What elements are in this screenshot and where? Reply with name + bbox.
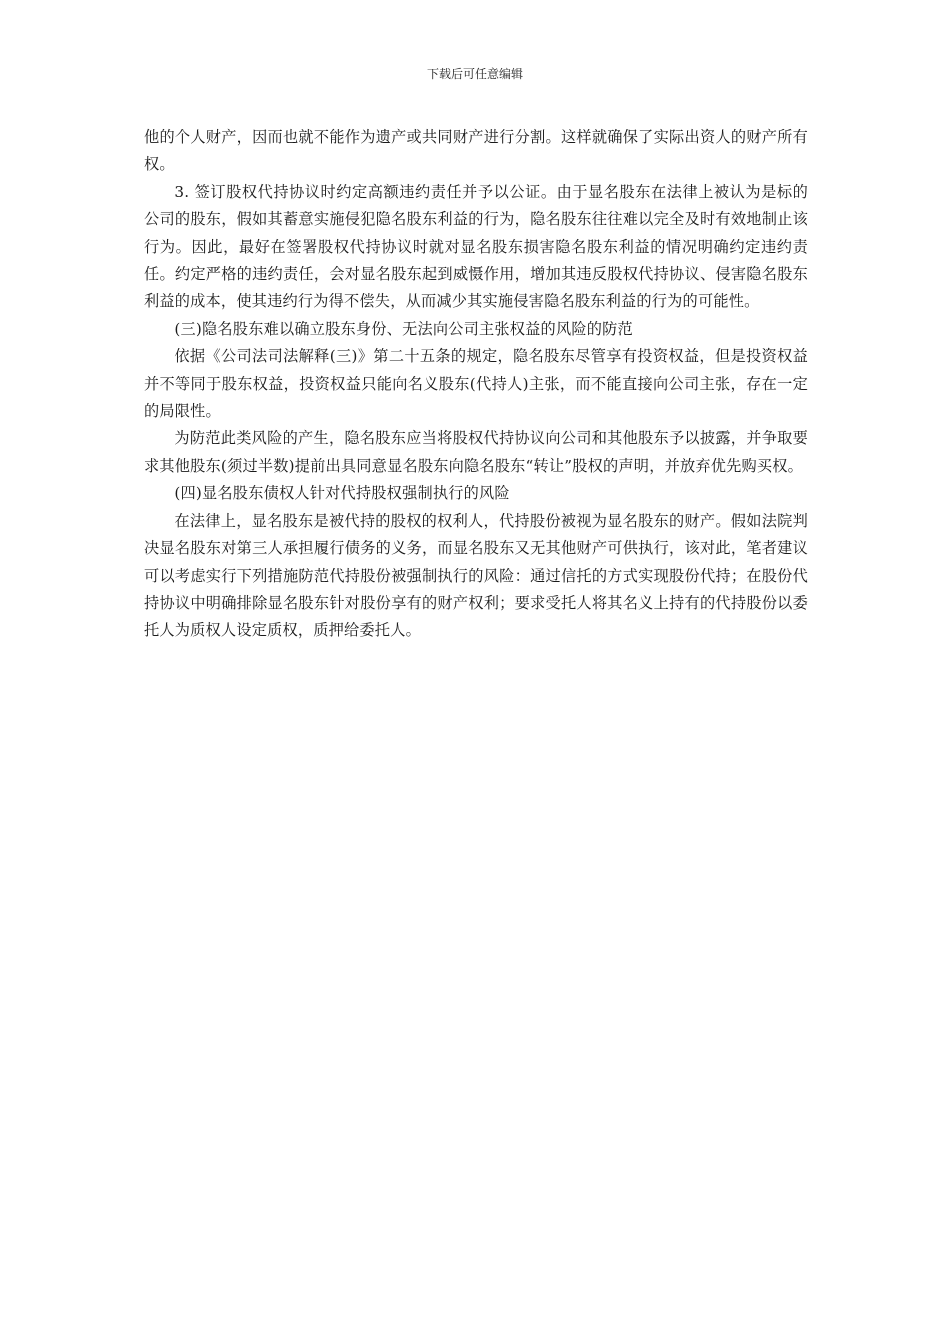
section-heading-4: (四)显名股东债权人针对代持股权强制执行的风险 xyxy=(174,484,510,503)
section-heading-3: (三)隐名股东难以确立股东身份、无法向公司主张权益的风险的防范 xyxy=(174,319,633,338)
page-header: 下载后可任意编辑 xyxy=(426,67,523,81)
paragraph-judicial-interpretation: 依据《公司法司法解释(三)》第二十五条的规定，隐名股东尽管享有投资权益，但是投资权益并不等同于股东权益，投资权益只能向名义股东(代持人)主张，而不能直接向公司主张，存在一定的局限性。 xyxy=(144,347,808,421)
paragraph-enforcement-risk: 在法律上，显名股东是被代持的股权的权利人，代持股份被视为显名股东的财产。假如法院判决显名股东对第三人承担履行债务的义务，而显名股东又无其他财产可供执行，该对此，笔者建议可以考虑实行下列措施防范代持股份被强制执行的风险：通过信托的方式实现股份代持；在股份代持协议中明确排除显名股东针对股份享有的财产权利；要求受托人将其名义上持有的代持股份以委托人为质权人设定质权，质押给委托人。 xyxy=(144,511,808,640)
paragraph-equity-agreement-penalty: 3. 签订股权代持协议时约定高额违约责任并予以公证。由于显名股东在法律上被认为是标的公司的股东，假如其蓄意实施侵犯隐名股东利益的行为，隐名股东往往难以完全及时有效地制止该行为。因此，最好在签署股权代持协议时就对显名股东损害隐名股东利益的情况明确约定违约责任。约定严格的违约责任，会对显名股东起到威慑作用，增加其违反股权代持协议、侵害隐名股东利益的成本，使其违约行为得不偿失，从而减少其实施侵害隐名股东利益的行为的可能性。 xyxy=(144,182,808,311)
paragraph-continuation: 他的个人财产，因而也就不能作为遗产或共同财产进行分割。这样就确保了实际出资人的财产所有权。 xyxy=(144,128,808,174)
document-body xyxy=(144,124,808,645)
paragraph-risk-prevention: 为防范此类风险的产生，隐名股东应当将股权代持协议向公司和其他股东予以披露，并争取要求其他股东(须过半数)提前出具同意显名股东向隐名股东“转让”股权的声明，并放弃优先购买权。 xyxy=(144,429,808,475)
